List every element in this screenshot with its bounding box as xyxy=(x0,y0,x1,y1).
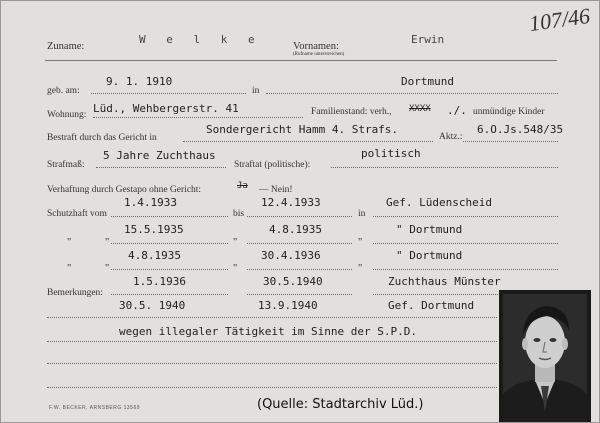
surname-label: Zuname: xyxy=(47,41,85,52)
firstname-value: Erwin xyxy=(411,33,445,46)
file-label: Aktz.: xyxy=(439,132,463,142)
birth-label: geb. am: xyxy=(47,86,80,96)
custody-row-4-place: Zuchthaus Münster xyxy=(388,275,501,288)
ditto-mark: " xyxy=(358,237,363,248)
custody-in-label: in xyxy=(358,209,366,219)
custody-row-3-to: 30.4.1936 xyxy=(261,249,321,262)
custody-row-1-place: Gef. Lüdenscheid xyxy=(386,196,492,209)
sentence-value: 5 Jahre Zuchthaus xyxy=(103,149,216,162)
file-value: 6.O.Js.548/35 xyxy=(477,123,564,136)
custody-row-5-to: 13.9.1940 xyxy=(258,299,318,312)
portrait-photo xyxy=(499,290,591,422)
ditto-mark: " xyxy=(233,263,238,274)
custody-row-2-from: 15.5.1935 xyxy=(124,223,184,236)
custody-bis-label: bis xyxy=(233,209,245,219)
custody-row-4-from: 1.5.1936 xyxy=(133,275,186,288)
residence-address: Lüd., Wehbergerstr. 41 xyxy=(93,102,239,115)
custody-row-4-to: 30.5.1940 xyxy=(263,275,323,288)
remark-text: wegen illegaler Tätigkeit im Sinne der S.P.D. xyxy=(119,325,418,338)
birth-in-label: in xyxy=(252,86,260,96)
custody-row-3-from: 4.8.1935 xyxy=(128,249,181,262)
birth-date: 9. 1. 1910 xyxy=(106,75,173,88)
custody-row-3-place: " Dortmund xyxy=(396,249,463,262)
offense-value: politisch xyxy=(361,147,421,160)
custody-row-1-from: 1.4.1933 xyxy=(124,196,177,209)
custody-row-2-to: 4.8.1935 xyxy=(269,223,322,236)
arrest-suffix: — Nein! xyxy=(259,185,293,195)
portrait-image xyxy=(499,290,591,422)
ditto-mark: " xyxy=(233,237,238,248)
custody-row-5-from: 30.5. 1940 xyxy=(119,299,186,312)
custody-label: Schutzhaft vom xyxy=(47,209,107,219)
ditto-mark: " xyxy=(105,237,110,248)
residence-label: Wohnung: xyxy=(47,110,87,120)
family-value: ./. xyxy=(447,104,467,117)
ditto-mark: " xyxy=(67,263,72,274)
arrest-label: Verhaftung durch Gestapo ohne Gericht: xyxy=(47,185,202,195)
custody-row-1-to: 12.4.1933 xyxy=(261,196,321,209)
court-label: Bestraft durch das Gericht in xyxy=(47,133,157,143)
surname-value: W e l k e xyxy=(139,33,262,46)
firstname-label: Vornamen: xyxy=(293,41,339,52)
custody-row-5-place: Gef. Dortmund xyxy=(388,299,475,312)
ditto-mark: " xyxy=(67,237,72,248)
birth-place: Dortmund xyxy=(401,75,454,88)
family-label: Familienstand: verh., xyxy=(311,107,392,117)
archive-number: 107/46 xyxy=(527,2,592,37)
firstname-subnote: (Rufname unterstreichen) xyxy=(293,52,345,57)
children-label: unmündige Kinder xyxy=(473,107,545,117)
custody-row-2-place: " Dortmund xyxy=(396,223,463,236)
offense-label: Straftat (politische): xyxy=(234,160,311,170)
family-struck: XXXX xyxy=(409,104,431,114)
court-value: Sondergericht Hamm 4. Strafs. xyxy=(206,123,399,136)
remarks-label: Bemerkungen: xyxy=(47,288,103,298)
ditto-mark: " xyxy=(105,263,110,274)
source-caption: (Quelle: Stadtarchiv Lüd.) xyxy=(257,397,424,412)
printer-imprint: F.W. BECKER, ARNSBERG 13569 xyxy=(49,405,141,411)
header-rule xyxy=(45,60,557,61)
sentence-label: Strafmaß: xyxy=(47,160,85,170)
arrest-struck: Ja xyxy=(237,181,248,191)
ditto-mark: " xyxy=(358,263,363,274)
